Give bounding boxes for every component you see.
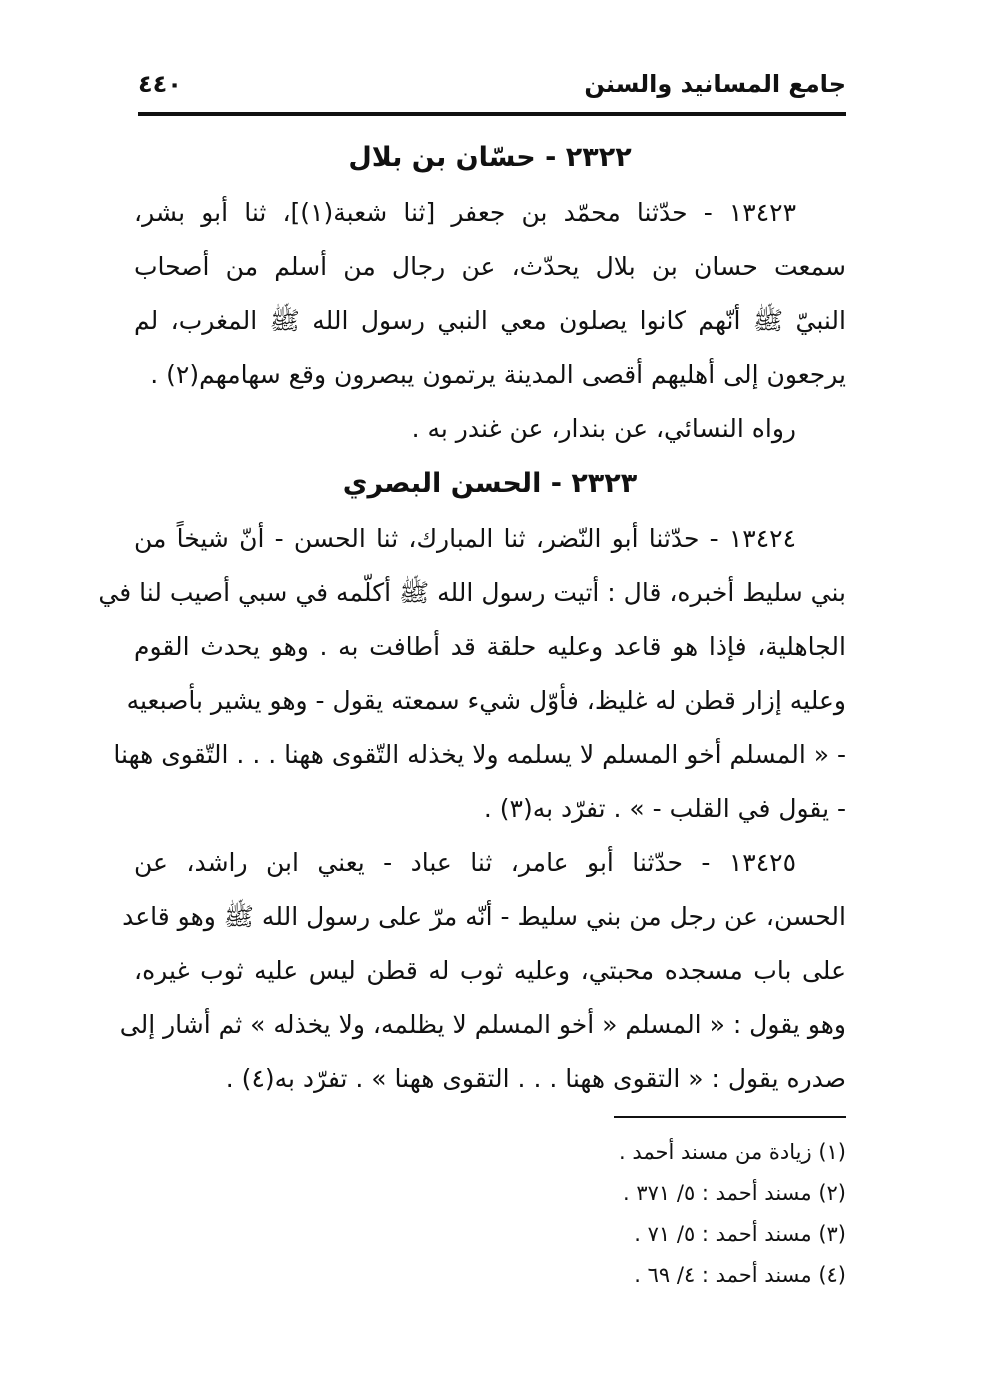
text-line: الحسن، عن رجل من بني سليط - أنّه مرّ على رسول الله ﷺ وهو قاعد xyxy=(122,902,846,931)
text-line: - يقول في القلب - » . تفرّد به(٣) . xyxy=(483,794,846,823)
section-heading: ٢٣٢٢ - حسّان بن بلال xyxy=(348,142,632,173)
hadith-paragraph xyxy=(119,836,846,1106)
book-title: جامع المسانيد والسنن xyxy=(584,70,846,98)
header-rule xyxy=(138,112,846,116)
footnote: (٤) مسند أحمد : ٤/ ٦٩ . xyxy=(634,1263,846,1287)
text-line: صدره يقول : « التقوى ههنا . . . التقوى ههنا » . تفرّد به(٤) . xyxy=(225,1064,846,1093)
text-line: وعليه إزار قطن له غليظ، فأوّل شيء سمعته يقول - وهو يشير بأصبعيه xyxy=(126,686,846,715)
section-heading: ٢٣٢٣ - الحسن البصري xyxy=(342,468,638,499)
text-line: على باب مسجده محبتي، وعليه ثوب له قطن ليس عليه ثوب غيره، xyxy=(134,956,846,985)
footnote: (٢) مسند أحمد : ٥/ ٣٧١ . xyxy=(622,1181,846,1205)
page-header xyxy=(138,66,846,110)
page-number: ٤٤٠ xyxy=(138,70,182,98)
text-line: - « المسلم أخو المسلم لا يسلمه ولا يخذله التّقوى ههنا . . . التّقوى ههنا xyxy=(113,740,846,769)
hadith-paragraph xyxy=(98,512,846,836)
text-line: بني سليط أخبره، قال : أتيت رسول الله ﷺ أكلّمه في سبي أصيب لنا في xyxy=(98,578,846,607)
main-text xyxy=(98,130,846,1106)
text-line: وهو يقول : « المسلم « أخو المسلم لا يظلمه، ولا يخذله » ثم أشار إلى xyxy=(119,1010,846,1039)
text-line: سمعت حسان بن بلال يحدّث، عن رجال من أسلم من أصحاب xyxy=(134,252,846,281)
hadith-paragraph xyxy=(134,186,846,402)
text-line: الجاهلية، فإذا هو قاعد وعليه حلقة قد أطافت به . وهو يحدث القوم xyxy=(134,632,846,661)
text-line: ١٣٤٢٣ - حدّثنا محمّد بن جعفر [ثنا شعبة(١)]، ثنا أبو بشر، xyxy=(134,198,796,227)
text-line: ١٣٤٢٥ - حدّثنا أبو عامر، ثنا عباد - يعني ابن راشد، عن xyxy=(134,848,796,877)
footnote: (١) زيادة من مسند أحمد . xyxy=(618,1140,846,1164)
footnote: (٣) مسند أحمد : ٥/ ٧١ . xyxy=(634,1222,846,1246)
footnotes xyxy=(138,1132,846,1296)
footnotes-rule xyxy=(614,1116,846,1118)
narration-line: رواه النسائي، عن بندار، عن غندر به . xyxy=(411,414,796,443)
text-line: ١٣٤٢٤ - حدّثنا أبو النّضر، ثنا المبارك، ثنا الحسن - أنّ شيخاً من xyxy=(134,524,796,553)
text-line: يرجعون إلى أهليهم أقصى المدينة يرتمون يبصرون وقع سهامهم(٢) . xyxy=(150,360,846,389)
text-line: النبيّ ﷺ أنّهم كانوا يصلون معي النبي رسول الله ﷺ المغرب، لم xyxy=(134,306,846,335)
